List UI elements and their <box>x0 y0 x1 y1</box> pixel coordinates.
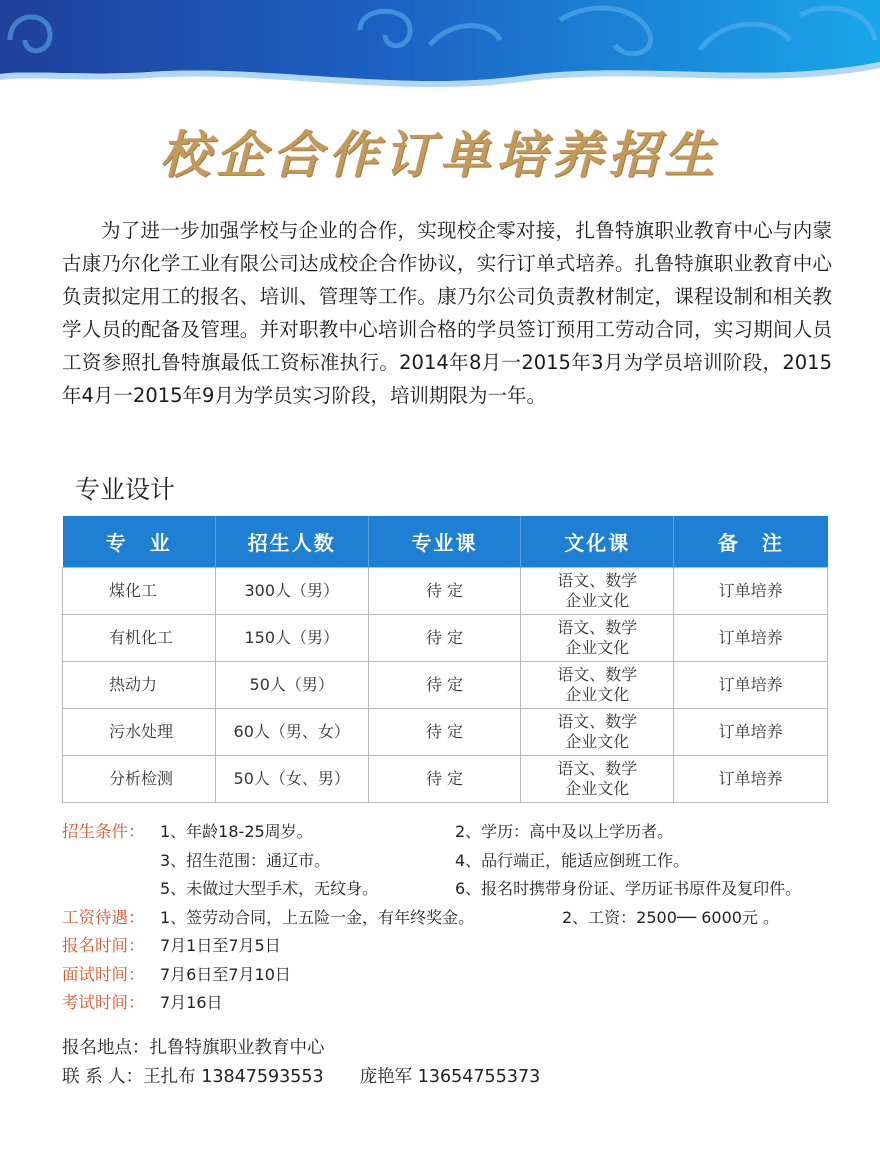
culture-line-1: 语文、数学 <box>557 759 638 778</box>
cell-note: 订单培养 <box>674 756 828 803</box>
wage-item: 1、签劳动合同，上五险一金，有年终奖金。 <box>160 907 475 927</box>
condition-item: 3、招生范围：通辽市。 <box>160 850 331 870</box>
interview-row <box>62 961 862 990</box>
exam-row <box>62 989 862 1018</box>
cell-culture <box>521 568 674 615</box>
contact-person-2: 庞艳军 13654755373 <box>359 1067 541 1087</box>
cell-culture <box>521 615 674 662</box>
location-row: 报名地点：扎鲁特旗职业教育中心 <box>62 1038 325 1058</box>
cell-note: 订单培养 <box>674 615 828 662</box>
condition-item: 1、年龄18-25周岁。 <box>160 822 313 841</box>
section-title-majors: 专业设计 <box>75 475 176 504</box>
table-row <box>63 568 828 615</box>
cell-major: 热动力 <box>63 662 216 709</box>
conditions-row-3 <box>62 875 862 904</box>
registration-value: 7月1日至7月5日 <box>160 936 281 955</box>
intro-paragraph <box>62 214 832 412</box>
conditions-row-2 <box>62 847 862 876</box>
cell-note: 订单培养 <box>674 709 828 756</box>
culture-line-1: 语文、数学 <box>557 571 638 590</box>
table-row <box>63 756 828 803</box>
header-culture: 文化课 <box>521 516 674 568</box>
table-row <box>63 615 828 662</box>
condition-item: 2、学历：高中及以上学历者。 <box>455 822 674 841</box>
interview-label: 面试时间： <box>62 964 145 984</box>
culture-line-2: 企业文化 <box>565 732 630 751</box>
top-banner-decoration <box>0 0 880 90</box>
cell-culture <box>521 662 674 709</box>
wage-item: 2、工资：2500── 6000元 。 <box>562 907 780 927</box>
condition-item: 5、未做过大型手术，无纹身。 <box>160 879 379 898</box>
cell-major: 煤化工 <box>63 568 216 615</box>
contact-info <box>62 1034 540 1092</box>
header-count: 招生人数 <box>215 516 368 568</box>
culture-line-2: 企业文化 <box>565 779 630 798</box>
conditions-row-1 <box>62 818 862 847</box>
cell-count: 50人（男） <box>215 662 368 709</box>
cell-count: 150人（男） <box>215 615 368 662</box>
header-major: 专 业 <box>63 516 216 568</box>
interview-value: 7月6日至7月10日 <box>160 964 291 984</box>
contact-row <box>62 1063 540 1092</box>
culture-line-1: 语文、数学 <box>557 712 638 731</box>
cell-course: 待 定 <box>368 756 521 803</box>
cell-course: 待 定 <box>368 709 521 756</box>
cell-course: 待 定 <box>368 568 521 615</box>
table-header-row <box>63 516 828 568</box>
contact-person-1: 王扎布 13847593553 <box>143 1067 324 1087</box>
cell-course: 待 定 <box>368 662 521 709</box>
registration-label: 报名时间： <box>62 936 145 955</box>
cell-major: 分析检测 <box>63 756 216 803</box>
cell-culture <box>521 756 674 803</box>
cell-count: 60人（男、女） <box>215 709 368 756</box>
cell-course: 待 定 <box>368 615 521 662</box>
conditions-label: 招生条件： <box>62 822 145 841</box>
exam-value: 7月16日 <box>160 993 223 1012</box>
poster-title: 校企合作订单培养招生 <box>160 125 720 184</box>
exam-label: 考试时间： <box>62 993 145 1012</box>
table-row <box>63 662 828 709</box>
cell-note: 订单培养 <box>674 568 828 615</box>
contact-label: 联 系 人： <box>62 1067 144 1087</box>
enrollment-info <box>62 818 862 1018</box>
registration-row <box>62 932 862 961</box>
cell-count: 50人（女、男） <box>215 756 368 803</box>
cell-major: 有机化工 <box>63 615 216 662</box>
majors-table <box>62 516 828 803</box>
culture-line-2: 企业文化 <box>565 638 630 657</box>
cell-major: 污水处理 <box>63 709 216 756</box>
culture-line-2: 企业文化 <box>565 591 630 610</box>
table-row <box>63 709 828 756</box>
cell-culture <box>521 709 674 756</box>
culture-line-2: 企业文化 <box>565 685 630 704</box>
culture-line-1: 语文、数学 <box>557 665 638 684</box>
header-note: 备 注 <box>674 516 828 568</box>
condition-item: 6、报名时携带身份证、学历证书原件及复印件。 <box>455 879 802 898</box>
wages-label: 工资待遇： <box>62 907 145 927</box>
culture-line-1: 语文、数学 <box>557 618 638 637</box>
header-course: 专业课 <box>368 516 521 568</box>
cell-count: 300人（男） <box>215 568 368 615</box>
condition-item: 4、品行端正，能适应倒班工作。 <box>455 850 690 870</box>
cell-note: 订单培养 <box>674 662 828 709</box>
intro-text: 为了进一步加强学校与企业的合作，实现校企零对接，扎鲁特旗职业教育中心与内蒙古康乃尔化学工业有限公司达成校企合作协议，实行订单式培养。扎鲁特旗职业教育中心负责拟定用工的报名、培训、管理等工作。康乃尔公司负责教材制定，课程设制和相关教学人员的配备及管理。并对职教中心培训合格的学员签订预用工劳动合同，实习期间人员工资参照扎鲁特旗最低工资标准执行。2014年8月一2015年3月为学员培训阶段，2015年4月一2015年9月为学员实习阶段，培训期限为一年。 <box>62 219 832 407</box>
wages-row <box>62 904 862 933</box>
